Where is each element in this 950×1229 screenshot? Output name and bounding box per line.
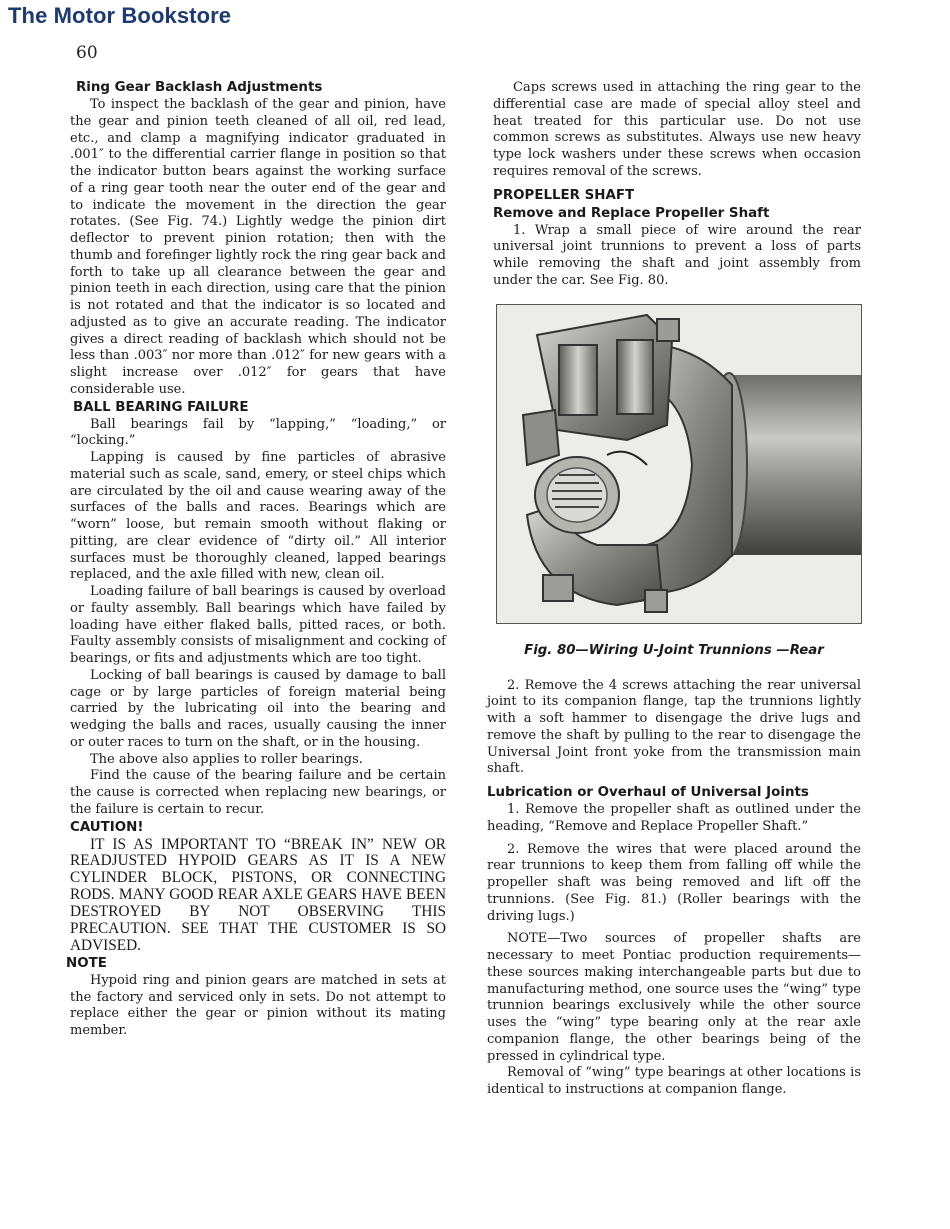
u-joint-illustration (497, 305, 861, 623)
heading-ball-bearing-failure: BALL BEARING FAILURE (73, 399, 249, 415)
figure-caption: Fig. 80—Wiring U-Joint Trunnions —Rear (524, 642, 824, 658)
paragraph-caution: IT IS AS IMPORTANT TO “BREAK IN” NEW OR READJUSTED HYPOID GEARS AS IT IS A NEW CYLINDER BLOCK, PISTONS, OR CONNECTING RODS. MANY GOOD REAR AXLE GEARS HAVE BEEN DESTROYED BY NOT OBSERVING THIS PRECAUTION. SEE THAT THE CUSTOMER IS SO ADVISED. (70, 835, 446, 954)
paragraph-note-hypoid: Hypoid ring and pinion gears are matched in sets at the factory and serviced only in sets. Do not attempt to replace either the gear or pinion without its mating member. (70, 972, 446, 1039)
paragraph-lube-step-1: 1. Remove the propeller shaft as outlined under the heading, “Remove and Replace Propeller Shaft.” (487, 802, 861, 834)
paragraph-roller-bearings: The above also applies to roller bearings. (90, 751, 363, 767)
page-number: 60 (76, 43, 98, 63)
paragraph-lube-step-2: 2. Remove the wires that were placed around the rear trunnions to keep them from falling off while the propeller shaft was being removed and lift off the trunnions. (See Fig. 81.) (Roller bearings with the driving lugs.) (487, 841, 861, 924)
paragraph-ring-gear-backlash: To inspect the backlash of the gear and pinion, have the gear and pinion teeth cleaned of all oil, red lead, etc., and clamp a magnifying indicator graduated in .001″ to the differential carrier flange in position so that the indicator button bears against the working surface of a ring gear tooth near the outer end of the gear and to indicate the movement in the direction the gear rotates. (See Fig. 74.) Lightly wedge the pinion dirt deflector to prevent pinion rotation; then with the thumb and forefinger lightly rock the ring gear back and forth to take up all clearance between the gear and pinion teeth in each direction, using care that the pinion is not rotated and that the indicator is so located and adjusted as to give an accurate reading. The indicator gives a direct reading of backlash which should not be less than .003″ nor more than .012″ for new gears with a slight increase over .012″ for gears that have considerable use. (70, 97, 446, 397)
paragraph-step-1-wire-trunnions: 1. Wrap a small piece of wire around the rear universal joint trunnions to prevent a loss of parts while removing the shaft and joint assembly from under the car. See Fig. 80. (493, 222, 861, 288)
paragraph-cap-screws: Caps screws used in attaching the ring gear to the differential case are made of special alloy steel and heat treated for this particular use. Do not use common screws as substitutes. Always use new heavy type lock washers under these screws when occasion requires removal of the screws. (493, 80, 861, 179)
bookstore-watermark: The Motor Bookstore (8, 3, 232, 28)
heading-ring-gear-backlash: Ring Gear Backlash Adjustments (76, 80, 323, 95)
right-column (487, 80, 861, 1099)
paragraph-lapping: Lapping is caused by fine particles of abrasive material such as scale, sand, emery, or steel chips which are circulated by the oil and cause wearing away of the surfaces of the balls and races. Bearings which are “worn” loose, but remain smooth without flaking or pitting, are clear evidence of “dirty oil.” All interior surfaces must be thoroughly cleaned, lapped bearings replaced, and the axle filled with new, clean oil. (70, 450, 446, 583)
paragraph-loading: Loading failure of ball bearings is caused by overload or faulty assembly. Ball bearings which have failed by loading have either flaked balls, pitted races, or both. Faulty assembly consists of misalignment and cocking of bearings, or fits and adjustments which are too tight. (70, 584, 446, 666)
paragraph-ball-bearing-fail-modes: Ball bearings fail by “lapping,” “loading,” or “locking.” (70, 416, 446, 449)
paragraph-note-two-sources: NOTE—Two sources of propeller shafts are necessary to meet Pontiac production requirements—these sources making interchangeable parts but due to manufacturing method, one source uses the “wing” type trunnion bearings exclusively while the other source uses the “wing” type bearing only at the rear axle companion flange, the other bearings being of the pressed in cylindrical type. (487, 931, 861, 1064)
paragraph-locking: Locking of ball bearings is caused by damage to ball cage or by large particles of foreign material being carried by the lubricating oil into the bearing and wedging the balls and races, usually causing the inner or outer races to turn on the shaft, or in the housing. (70, 667, 446, 750)
left-column (66, 79, 446, 1040)
paragraph-step-2-remove-screws: 2. Remove the 4 screws attaching the rear universal joint to its companion flange, tap the trunnions lightly with a soft hammer to disengage the drive lugs and remove the shaft by pulling to the rear to disengage the Universal Joint front yoke from the transmission main shaft. (487, 677, 861, 777)
heading-caution: CAUTION! (70, 819, 144, 835)
heading-propeller-shaft: PROPELLER SHAFT (493, 187, 635, 203)
paragraph-find-cause: Find the cause of the bearing failure and be certain the cause is corrected when replacing new bearings, or the failure is certain to recur. (70, 768, 446, 817)
figure-u-joint-photo (496, 304, 862, 624)
heading-note: NOTE (66, 955, 107, 971)
heading-lubrication-overhaul: Lubrication or Overhaul of Universal Joints (487, 785, 809, 800)
heading-remove-replace-propeller-shaft: Remove and Replace Propeller Shaft (493, 205, 770, 221)
paragraph-removal-wing-bearings: Removal of “wing” type bearings at other locations is identical to instructions at companion flange. (487, 1065, 861, 1097)
